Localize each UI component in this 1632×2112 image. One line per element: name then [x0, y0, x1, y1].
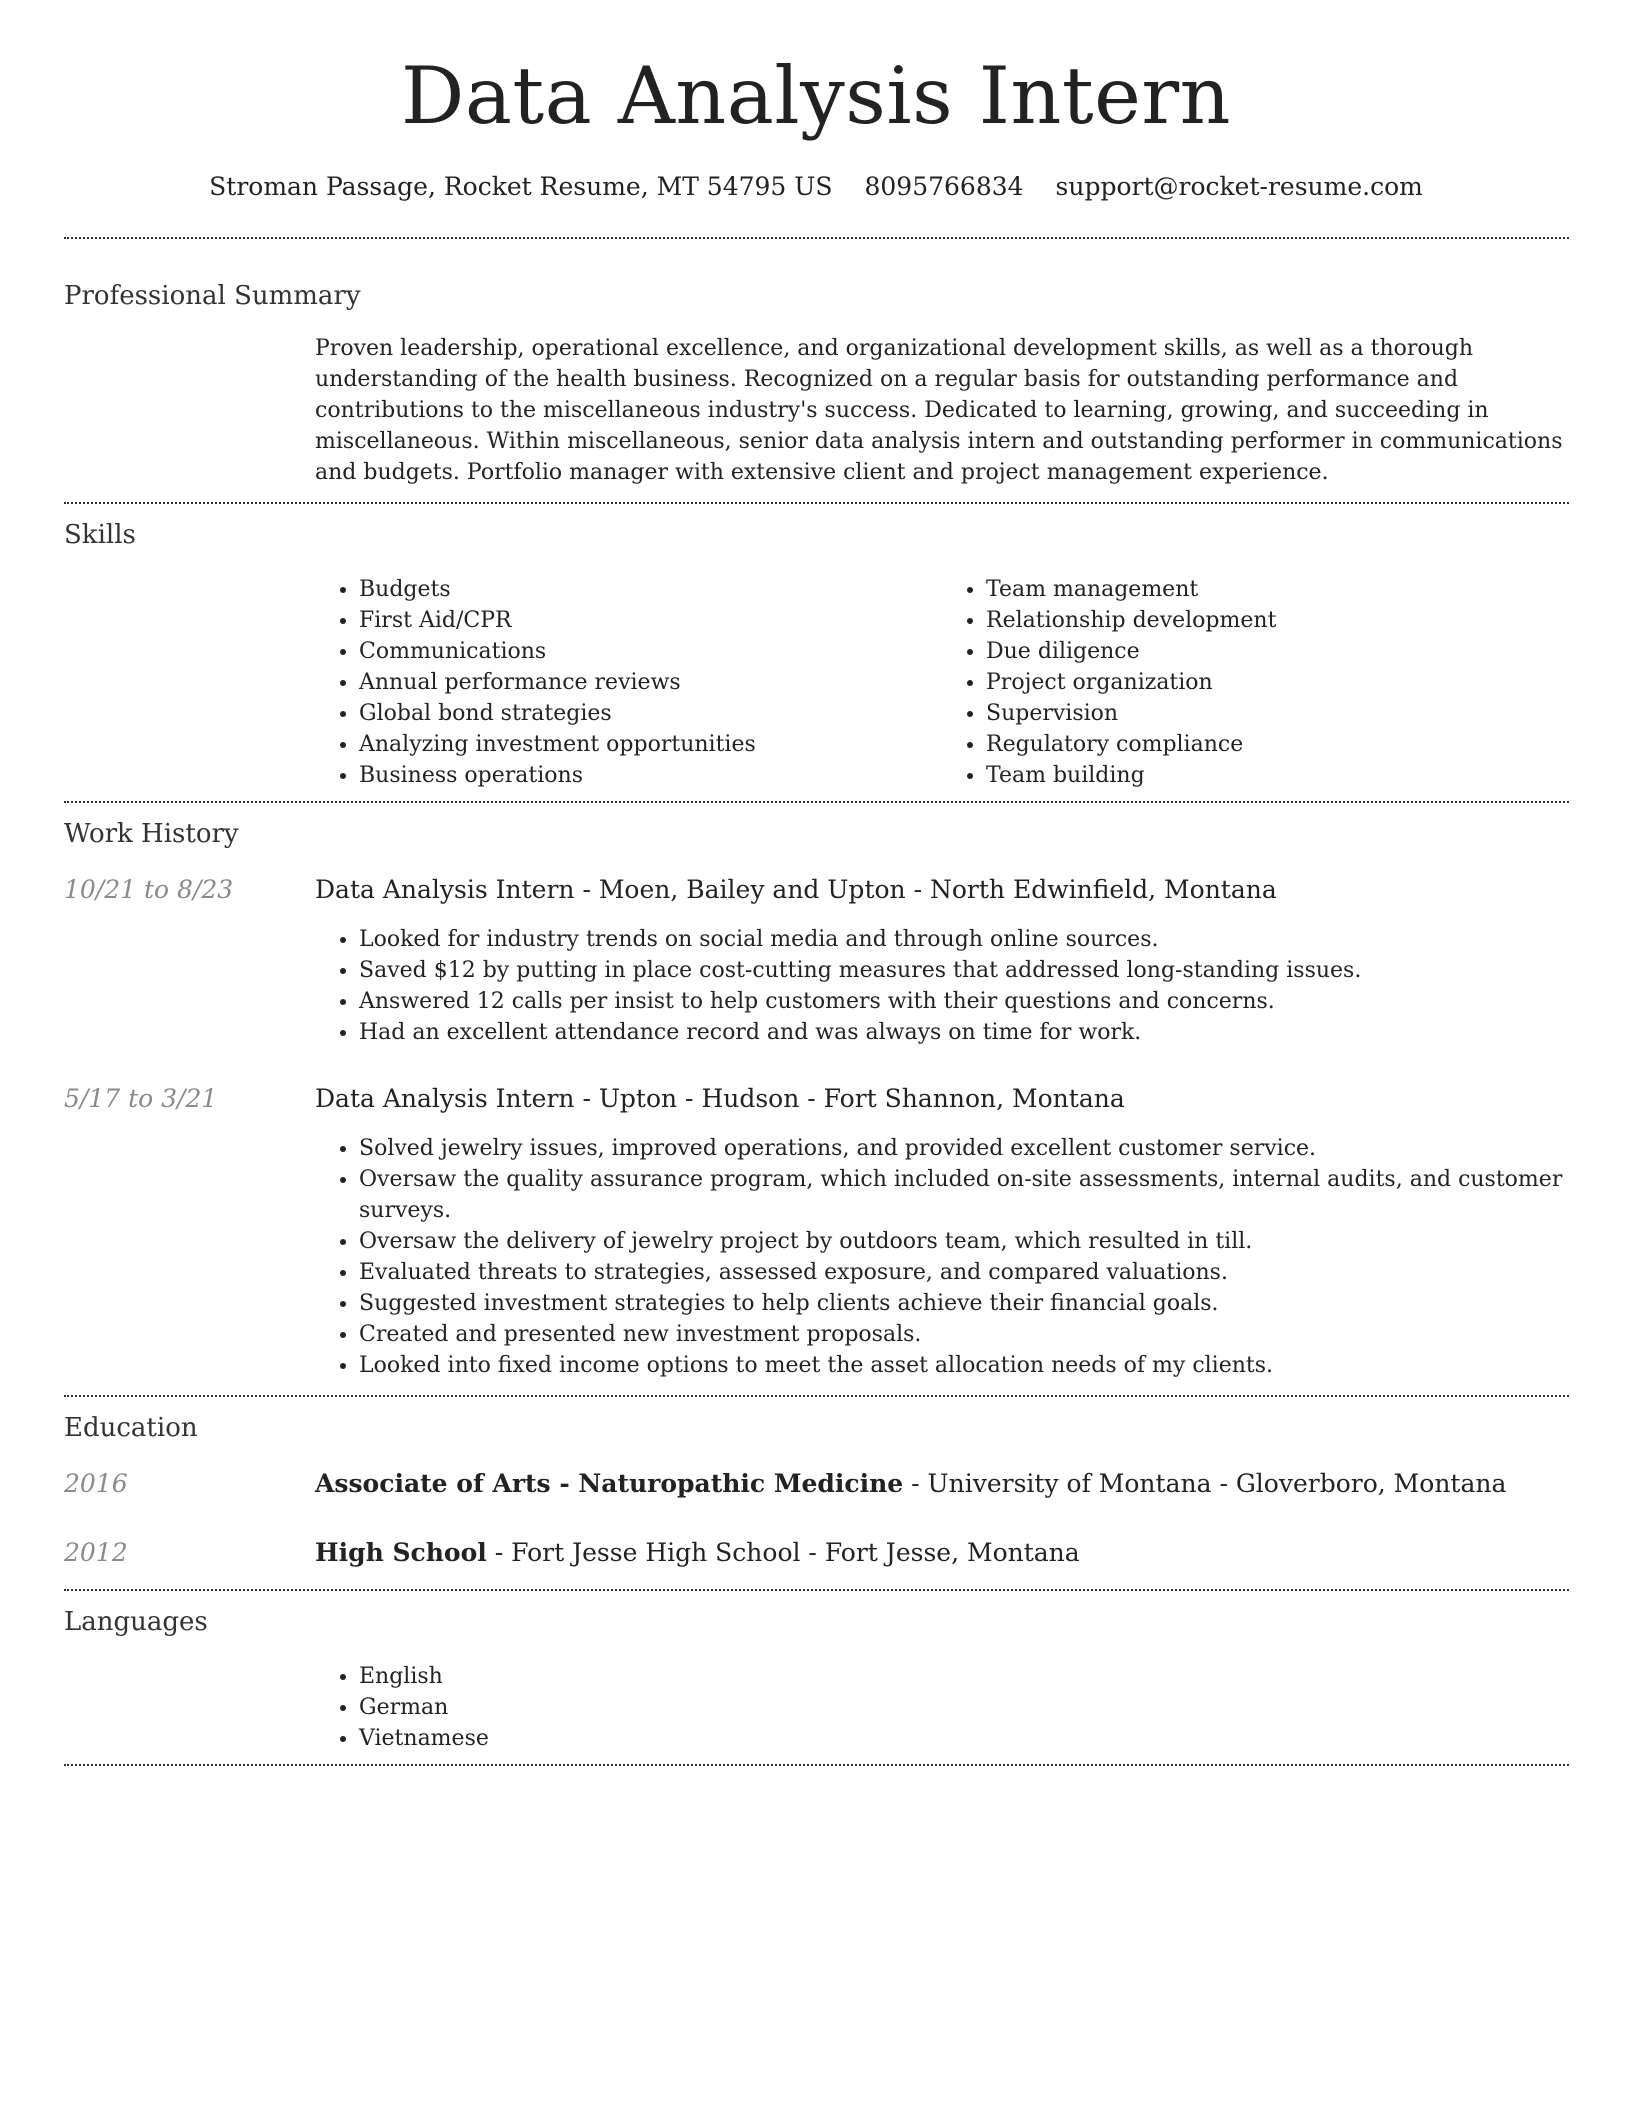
- education-section: [0, 1397, 1632, 1565]
- languages-list: [315, 1661, 1569, 1754]
- job-bullet: • Looked for industry trends on social media and through online sources.: [359, 924, 1569, 955]
- education-entry: [64, 1540, 1569, 1565]
- skill-item: • Business operations: [359, 760, 942, 791]
- skill-item: • Relationship development: [986, 605, 1569, 636]
- skill-item: • Budgets: [359, 574, 942, 605]
- language-item: • Vietnamese: [359, 1723, 1569, 1754]
- job-bullet: • Created and presented new investment proposals.: [359, 1319, 1569, 1350]
- job-bullet: • Oversaw the quality assurance program, which included on-site assessments, internal audits, and customer surveys.: [359, 1164, 1569, 1226]
- skill-item: • Team building: [986, 760, 1569, 791]
- skill-item: • Project organization: [986, 667, 1569, 698]
- job-heading: Data Analysis Intern - Upton - Hudson - Fort Shannon, Montana: [315, 1084, 1125, 1113]
- job-details: [315, 877, 1569, 1048]
- summary-text: Proven leadership, operational excellence, and organizational development skills, as well as a thorough understanding of the health business. Recognized on a regular basis for outstanding performance and contributions to the miscellaneous industry's success. Dedicated to learning, growing, and succeeding in miscellaneous. Within miscellaneous, senior data analysis intern and outstanding performer in communications and budgets. Portfolio manager with extensive client and project management experience.: [315, 336, 1563, 485]
- section-title: Languages: [64, 1607, 208, 1637]
- skills-section: [0, 504, 1632, 791]
- skill-item: • Global bond strategies: [359, 698, 942, 729]
- skills-column-left: [315, 574, 942, 791]
- divider: [64, 1764, 1569, 1766]
- language-item: • German: [359, 1692, 1569, 1723]
- skill-item: • Annual performance reviews: [359, 667, 942, 698]
- job-bullet: • Looked into fixed income options to meet the asset allocation needs of my clients.: [359, 1350, 1569, 1381]
- skill-item: • Team management: [986, 574, 1569, 605]
- job-entry: [64, 877, 1569, 1048]
- resume-header: [0, 0, 1632, 199]
- job-bullet: • Answered 12 calls per insist to help customers with their questions and concerns.: [359, 986, 1569, 1017]
- job-dates: 10/21 to 8/23: [64, 875, 234, 904]
- summary-section: [0, 239, 1632, 488]
- section-title: Skills: [64, 520, 136, 550]
- education-year: 2016: [64, 1469, 128, 1498]
- job-bullet: • Oversaw the delivery of jewelry project by outdoors team, which resulted in till.: [359, 1226, 1569, 1257]
- job-heading: Data Analysis Intern - Moen, Bailey and Upton - North Edwinfield, Montana: [315, 875, 1277, 904]
- education-heading: [315, 1471, 1506, 1496]
- work-history-section: [0, 803, 1632, 1395]
- job-bullet: • Saved $12 by putting in place cost-cutting measures that addressed long-standing issues.: [359, 955, 1569, 986]
- job-bullet: • Suggested investment strategies to help clients achieve their financial goals.: [359, 1288, 1569, 1319]
- skill-item: • Analyzing investment opportunities: [359, 729, 942, 760]
- languages-section: [0, 1591, 1632, 1754]
- languages-bullets: [315, 1661, 1569, 1754]
- education-heading: [315, 1540, 1080, 1565]
- skill-item: • First Aid/CPR: [359, 605, 942, 636]
- contact-line: [0, 174, 1632, 199]
- education-degree: Associate of Arts - Naturopathic Medicine: [315, 1469, 904, 1498]
- language-item: • English: [359, 1661, 1569, 1692]
- education-degree: High School: [315, 1538, 487, 1567]
- job-bullet: • Solved jewelry issues, improved operations, and provided excellent customer service.: [359, 1133, 1569, 1164]
- section-title: Professional Summary: [64, 281, 361, 311]
- job-entry: [64, 1086, 1569, 1395]
- education-school: - Fort Jesse High School - Fort Jesse, Montana: [486, 1538, 1080, 1567]
- section-title: Education: [64, 1413, 198, 1443]
- skills-column-right: [942, 574, 1569, 791]
- job-bullets: [315, 1133, 1569, 1381]
- skill-item: • Regulatory compliance: [986, 729, 1569, 760]
- job-dates: 5/17 to 3/21: [64, 1084, 218, 1113]
- section-title: Work History: [64, 819, 239, 849]
- job-bullet: • Had an excellent attendance record and was always on time for work.: [359, 1017, 1569, 1048]
- skill-item: • Supervision: [986, 698, 1569, 729]
- skills-list: [315, 574, 1569, 791]
- contact-email: support@rocket-resume.com: [1055, 172, 1423, 201]
- contact-address: Stroman Passage, Rocket Resume, MT 54795 US: [209, 172, 833, 201]
- skill-item: • Due diligence: [986, 636, 1569, 667]
- job-bullet: • Evaluated threats to strategies, assessed exposure, and compared valuations.: [359, 1257, 1569, 1288]
- skill-item: • Communications: [359, 636, 942, 667]
- job-details: [315, 1086, 1569, 1395]
- contact-phone: 8095766834: [864, 172, 1024, 201]
- candidate-title: Data Analysis Intern: [400, 50, 1231, 142]
- education-entry: [64, 1471, 1569, 1496]
- education-year: 2012: [64, 1538, 128, 1567]
- education-school: - University of Montana - Gloverboro, Montana: [903, 1469, 1507, 1498]
- job-bullets: [315, 924, 1569, 1048]
